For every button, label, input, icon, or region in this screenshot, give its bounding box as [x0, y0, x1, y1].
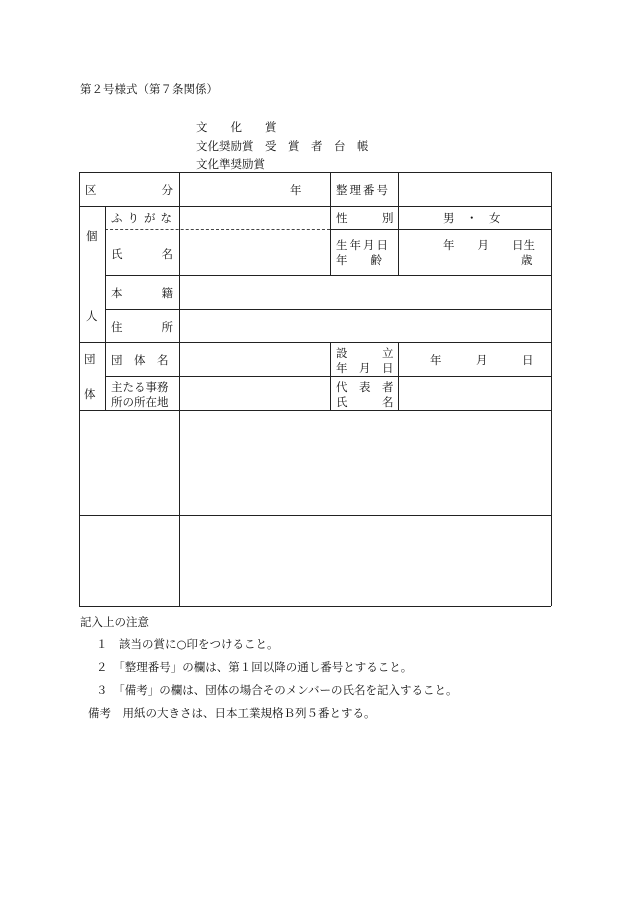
domicile-label: 本 籍	[111, 286, 173, 300]
representative-label-line2: 氏 名	[336, 395, 394, 409]
category-label: 区 分	[85, 183, 173, 197]
note-item-2: ２ 「整理番号」の欄は、第１回以降の通し番号とすること。	[96, 660, 413, 674]
title-shoreisho: 文化奨励賞 受 賞 者 台 帳	[196, 139, 369, 153]
note-item-3: ３ 「備考」の欄は、団体の場合そのメンバーの氏名を記入すること。	[96, 683, 458, 697]
title-junshoreisho: 文化準奨励賞	[196, 157, 265, 171]
note-item-1: １ 該当の賞に○印をつけること。	[96, 637, 279, 651]
office-location-label-line2: 所の所在地	[111, 395, 169, 409]
title-bunkasho: 文 化 賞	[196, 120, 277, 134]
individual-label-bottom: 人	[86, 309, 98, 323]
birthdate-label: 生年月日	[336, 238, 390, 252]
individual-label-top: 個	[86, 229, 98, 243]
organization-name-label: 団 体 名	[111, 353, 169, 367]
remarks: 備考 用紙の大きさは、日本工業規格Ｂ列５番とする。	[88, 706, 376, 720]
name-label: 氏 名	[111, 247, 173, 261]
office-location-label-line1: 主たる事務	[111, 380, 169, 394]
registration-number-label: 整理番号	[336, 183, 390, 197]
organization-label-top: 団	[84, 352, 96, 366]
age-label: 年 齢	[336, 253, 382, 267]
sex-value: 男 ・ 女	[443, 211, 501, 225]
established-value: 年 月 日	[430, 353, 534, 367]
notes-heading: 記入上の注意	[80, 615, 149, 629]
furigana-label: ふりがな	[111, 211, 177, 225]
established-label-line2: 年 月 日	[336, 361, 394, 375]
category-year: 年	[290, 183, 302, 197]
established-label-line1: 設 立	[336, 346, 394, 360]
representative-label-line1: 代 表 者	[336, 380, 394, 394]
birthdate-value: 年 月 日生	[443, 238, 535, 252]
form-number: 第２号様式（第７条関係）	[80, 82, 218, 96]
sex-label: 性 別	[336, 211, 394, 225]
address-label: 住 所	[111, 320, 173, 334]
organization-label-bottom: 体	[84, 387, 96, 401]
age-value: 歳	[521, 253, 533, 267]
